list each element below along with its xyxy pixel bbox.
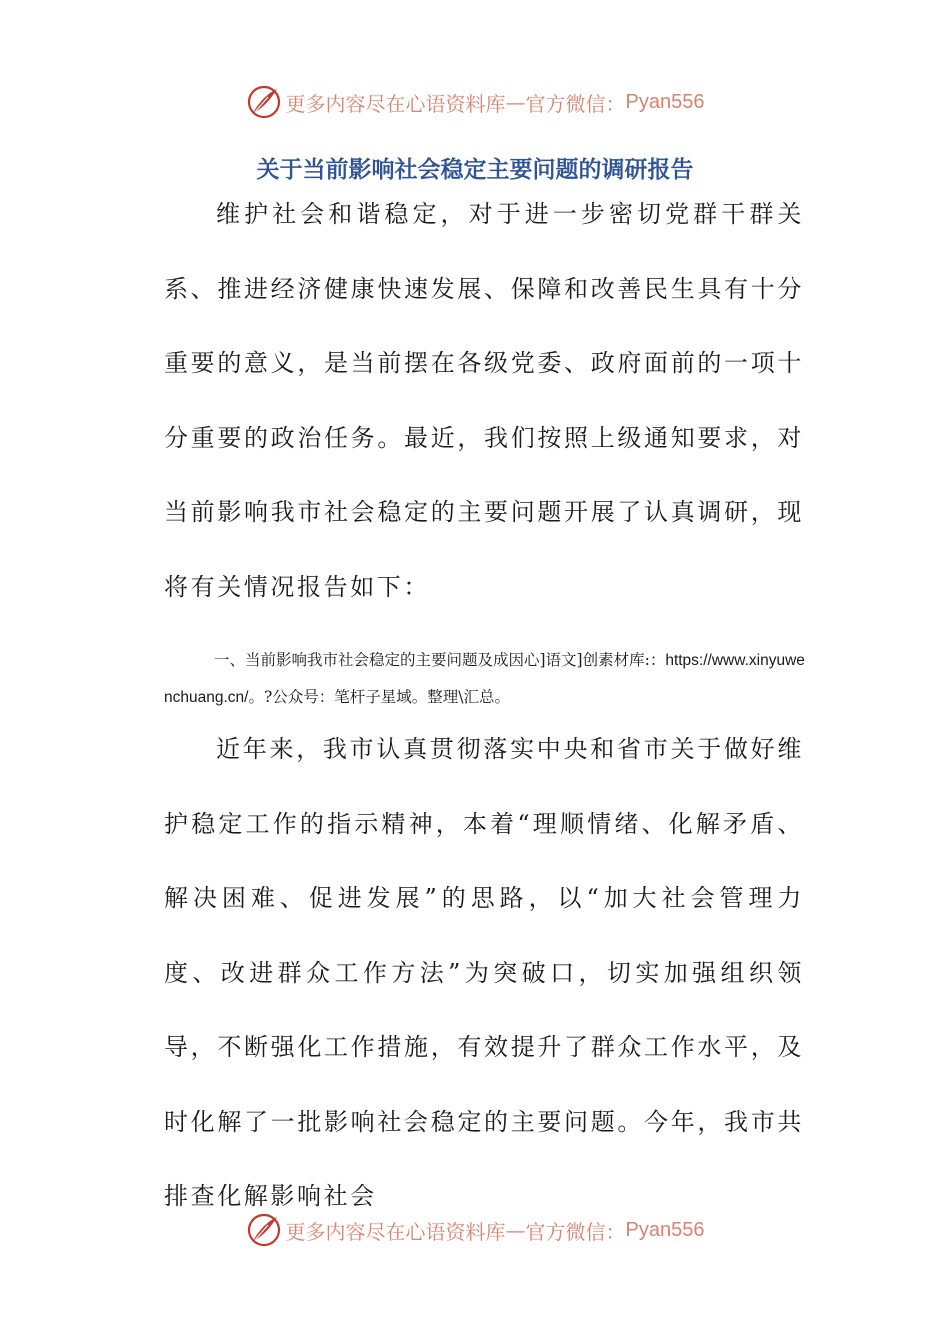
- banner-wechat-label: 官方微信：: [525, 1219, 626, 1244]
- section-heading-text: 一、当前影响我市社会稳定的主要问题及成因心]语文]创素材库:：: [214, 651, 666, 669]
- banner-text: 更多内容尽在心语资料库: [285, 91, 506, 116]
- banner-separator: —: [505, 1218, 526, 1242]
- banner-wechat-id: Pyan556: [625, 1218, 705, 1241]
- banner-wechat-id: Pyan556: [625, 90, 705, 113]
- paragraph-body: 近年来，我市认真贯彻落实中央和省市关于做好维护稳定工作的指示精神，本着“理顺情绪、化解矛盾、解决困难、促进发展”的思路，以“加大社会管理力度、改进群众工作方法”为突破口，切实加强组织领导，不断强化工作措施，有效提升了群众工作水平，及时化解了一批影响社会稳定的主要问题。今年，我市共排查化解影响社会: [164, 735, 804, 1210]
- banner-wechat-label: 官方微信：: [525, 91, 626, 116]
- quill-logo-icon: [246, 84, 282, 120]
- banner-separator: —: [505, 90, 526, 114]
- header-banner: [0, 80, 950, 124]
- paragraph-intro: 维护社会和谐稳定，对于进一步密切党群干群关系、推进经济健康快速发展、保障和改善民生具有十分重要的意义，是当前摆在各级党委、政府面前的一项十分重要的政治任务。最近，我们按照上级通知要求，对当前影响我市社会稳定的主要问题开展了认真调研，现将有关情况报告如下：: [164, 200, 804, 601]
- footer-banner: [0, 1208, 950, 1252]
- section-heading-suffix: 。?公众号：笔杆子星域。整理\汇总。: [248, 688, 511, 706]
- banner-text: 更多内容尽在心语资料库: [285, 1219, 506, 1244]
- section-heading-1: [164, 642, 809, 716]
- document-title: 关于当前影响社会稳定主要问题的调研报告: [256, 157, 694, 183]
- source-url-link[interactable]: https://www.xinyuwenchuang.cn/: [164, 652, 805, 706]
- quill-logo-icon: [246, 1212, 282, 1248]
